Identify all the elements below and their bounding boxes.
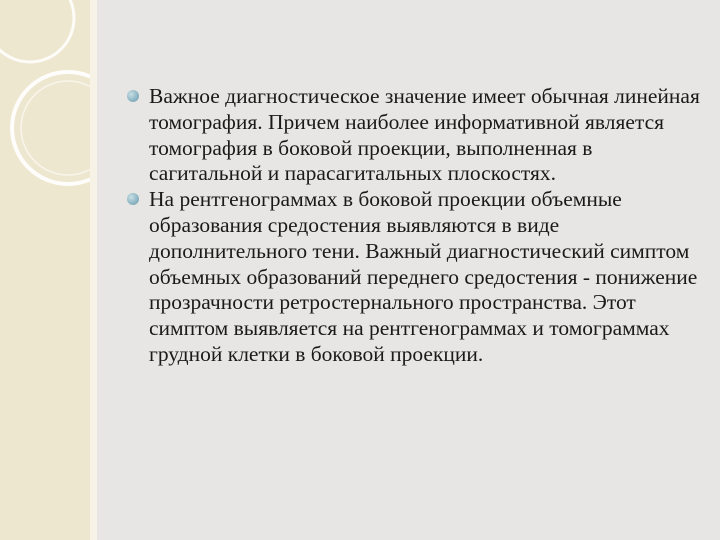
middle-ring bbox=[12, 72, 90, 184]
bullet-list bbox=[127, 84, 707, 368]
bullet-icon bbox=[127, 193, 139, 205]
decorative-rings bbox=[0, 0, 90, 540]
bullet-icon bbox=[127, 90, 139, 102]
bullet-text: На рентгенограммах в боковой проекции объемные образования средостения выявляются в виде дополнительного тени. Важный диагностический симптом объемных образований переднего средостения - понижение прозрачности ретростернального пространства. Этот симптом выявляется на рентгенограммах и томограммах грудной клетки в боковой проекции. bbox=[149, 187, 698, 366]
decorative-side-band bbox=[0, 0, 90, 540]
middle-inner-ring bbox=[21, 81, 90, 175]
bullet-text: Важное диагностическое значение имеет обычная линейная томография. Причем наиболее информативной является томография в боковой проекции, выполненная в сагитальной и парасагитальных плоскостях. bbox=[149, 84, 700, 186]
bullet-item bbox=[127, 187, 707, 368]
top-ring bbox=[0, 0, 74, 62]
slide-content bbox=[97, 0, 720, 540]
side-divider bbox=[90, 0, 97, 540]
bullet-item bbox=[127, 84, 707, 187]
